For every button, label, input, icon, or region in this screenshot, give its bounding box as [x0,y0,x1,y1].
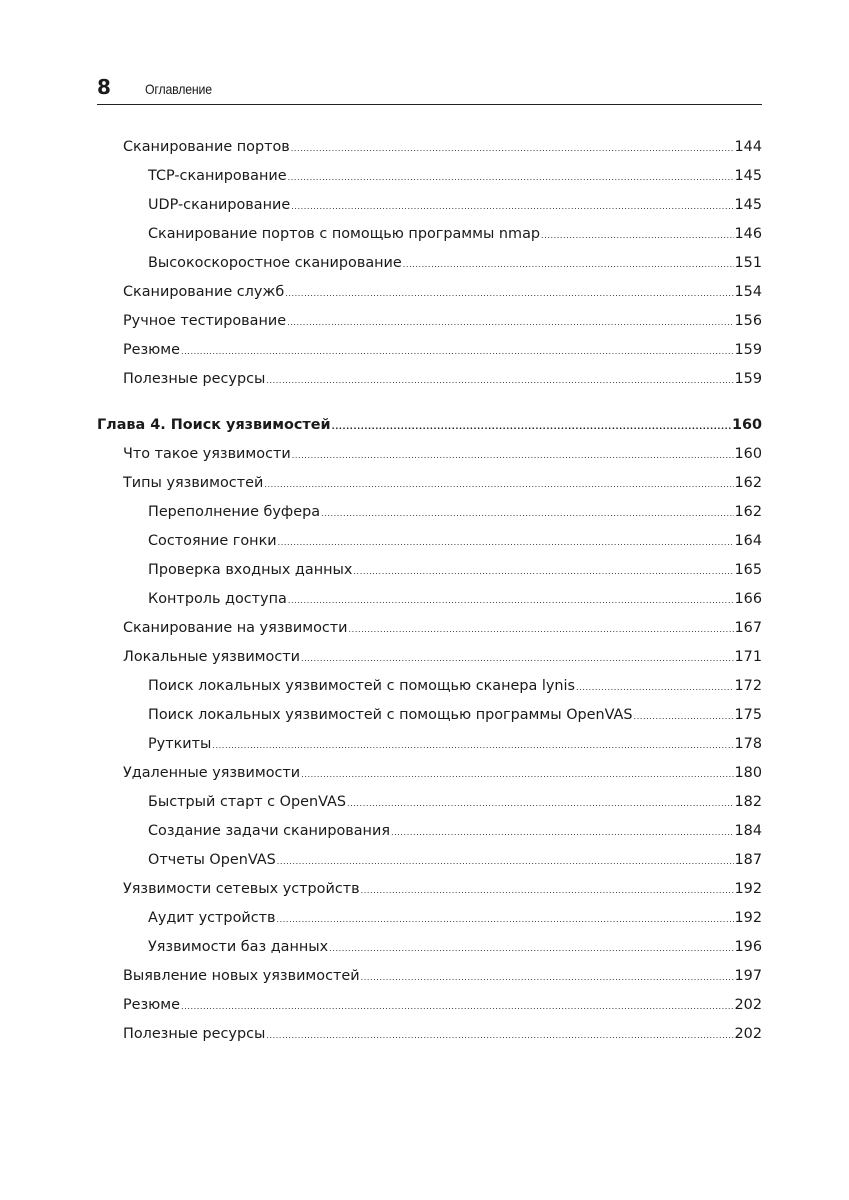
toc-entry-title: Полезные ресурсы [123,371,266,387]
dot-leader [361,878,734,902]
toc-entry-page: 166 [734,591,762,607]
dot-leader [277,907,734,931]
toc-entry-page: 182 [734,794,762,810]
toc-entry [148,194,762,216]
dot-leader [291,136,734,160]
toc-entry [123,617,762,639]
toc-entry-title: Резюме [123,342,181,358]
toc-entry [148,791,762,813]
toc-entry [123,878,762,900]
toc-entry-title: Состояние гонки [148,533,277,549]
toc-entry-title: Отчеты OpenVAS [148,852,276,868]
toc-entry [148,223,762,245]
toc-entry-page: 164 [734,533,762,549]
toc-entry [123,310,762,332]
toc-entry [148,936,762,958]
toc-entry-title: Проверка входных данных [148,562,353,578]
page-header [97,74,762,105]
dot-leader [287,310,733,334]
toc-entry-page: 145 [734,197,762,213]
toc-entry-page: 146 [734,226,762,242]
dot-leader [277,849,734,873]
toc-entry-title: Поиск локальных уязвимостей с помощью программы OpenVAS [148,707,633,723]
toc-entry-title: Создание задачи сканирования [148,823,390,839]
toc-entry [123,965,762,987]
toc-entry-page: 156 [734,313,762,329]
toc-entry-title: Сканирование портов [123,139,290,155]
running-title: Оглавление [145,81,212,97]
toc-entry-title: Глава 4. Поиск уязвимостей [97,417,331,433]
toc-entry [123,339,762,361]
toc-entry [148,733,762,755]
toc-entry [148,501,762,523]
toc-entry-title: Сканирование портов с помощью программы nmap [148,226,541,242]
toc-entry-title: Уязвимости сетевых устройств [123,881,360,897]
toc-entry-page: 144 [734,139,762,155]
toc-entry-title: Переполнение буфера [148,504,321,520]
dot-leader [212,733,733,757]
toc-entry [148,907,762,929]
dot-leader [301,646,734,670]
toc-entry-title: Локальные уязвимости [123,649,300,665]
toc-entry [148,530,762,552]
dot-leader [347,791,734,815]
toc-entry-page: 175 [734,707,762,723]
toc-entry-page: 162 [734,475,762,491]
dot-leader [541,223,734,247]
toc-entry-page: 162 [734,504,762,520]
toc-entry-page: 167 [734,620,762,636]
dot-leader [288,588,734,612]
dot-leader [292,443,734,467]
toc-entry [148,252,762,274]
toc-entry-page: 187 [734,852,762,868]
toc-entry-page: 180 [734,765,762,781]
dot-leader [353,559,733,583]
toc-entry [123,1023,762,1045]
toc-entry-title: Ручное тестирование [123,313,287,329]
toc-entry [123,281,762,303]
toc-entry-page: 151 [734,255,762,271]
dot-leader [301,762,733,786]
dot-leader [291,194,733,218]
toc-entry-page: 145 [734,168,762,184]
toc-entry-title: Удаленные уязвимости [123,765,301,781]
toc-entry-title: Аудит устройств [148,910,276,926]
toc-entry-page: 171 [734,649,762,665]
dot-leader [278,530,734,554]
toc-entry-page: 178 [734,736,762,752]
toc-entry-title: TCP-сканирование [148,168,287,184]
toc-entry-title: Сканирование на уязвимости [123,620,348,636]
toc-entry-title: Типы уязвимостей [123,475,264,491]
toc-entry-page: 197 [734,968,762,984]
toc-entry [123,472,762,494]
toc-entry-title: Поиск локальных уязвимостей с помощью сканера lynis [148,678,576,694]
dot-leader [391,820,734,844]
toc-entry-page: 192 [734,881,762,897]
dot-leader [634,704,734,728]
toc-entry-page: 159 [734,342,762,358]
toc-entry-title: UDP-сканирование [148,197,291,213]
toc-entry-title: Что такое уязвимости [123,446,291,462]
toc-entry-title: Руткиты [148,736,212,752]
dot-leader [321,501,734,525]
page-number: 8 [97,75,111,99]
toc-entry [148,849,762,871]
toc-entry-title: Быстрый старт с OpenVAS [148,794,346,810]
toc-entry-title: Уязвимости баз данных [148,939,329,955]
dot-leader [349,617,734,641]
toc-entry-page: 202 [734,997,762,1013]
toc-entry-title: Выявление новых уязвимостей [123,968,360,984]
dot-leader [576,675,733,699]
dot-leader [266,1023,733,1047]
toc-entry-page: 196 [734,939,762,955]
dot-leader [181,994,734,1018]
toc-entry-page: 184 [734,823,762,839]
toc-entry-page: 202 [734,1026,762,1042]
dot-leader [285,281,733,305]
toc-entry [123,368,762,390]
dot-leader [332,414,731,438]
toc-entry [148,675,762,697]
toc-entry [123,994,762,1016]
dot-leader [288,165,734,189]
toc-entry-page: 154 [734,284,762,300]
toc-entry [148,820,762,842]
toc-entry-page: 165 [734,562,762,578]
dot-leader [329,936,733,960]
toc-entry-title: Контроль доступа [148,591,287,607]
toc-entry [148,588,762,610]
toc-entry [123,443,762,465]
toc-chapter-entry [97,414,762,436]
toc-entry [148,165,762,187]
dot-leader [361,965,734,989]
toc-entry-page: 160 [734,446,762,462]
toc-entry [148,704,762,726]
toc-entry-page: 160 [731,417,762,433]
toc-entry-page: 172 [734,678,762,694]
toc-entry-title: Полезные ресурсы [123,1026,266,1042]
toc-entry [148,559,762,581]
toc-entry-page: 159 [734,371,762,387]
toc-entry-title: Резюме [123,997,181,1013]
toc-entry [123,762,762,784]
toc-entry-page: 192 [734,910,762,926]
dot-leader [181,339,734,363]
dot-leader [266,368,733,392]
dot-leader [403,252,734,276]
dot-leader [264,472,733,496]
toc-entry-title: Высокоскоростное сканирование [148,255,402,271]
toc-entry [123,136,762,158]
toc-entry-title: Сканирование служб [123,284,285,300]
toc-entry [123,646,762,668]
